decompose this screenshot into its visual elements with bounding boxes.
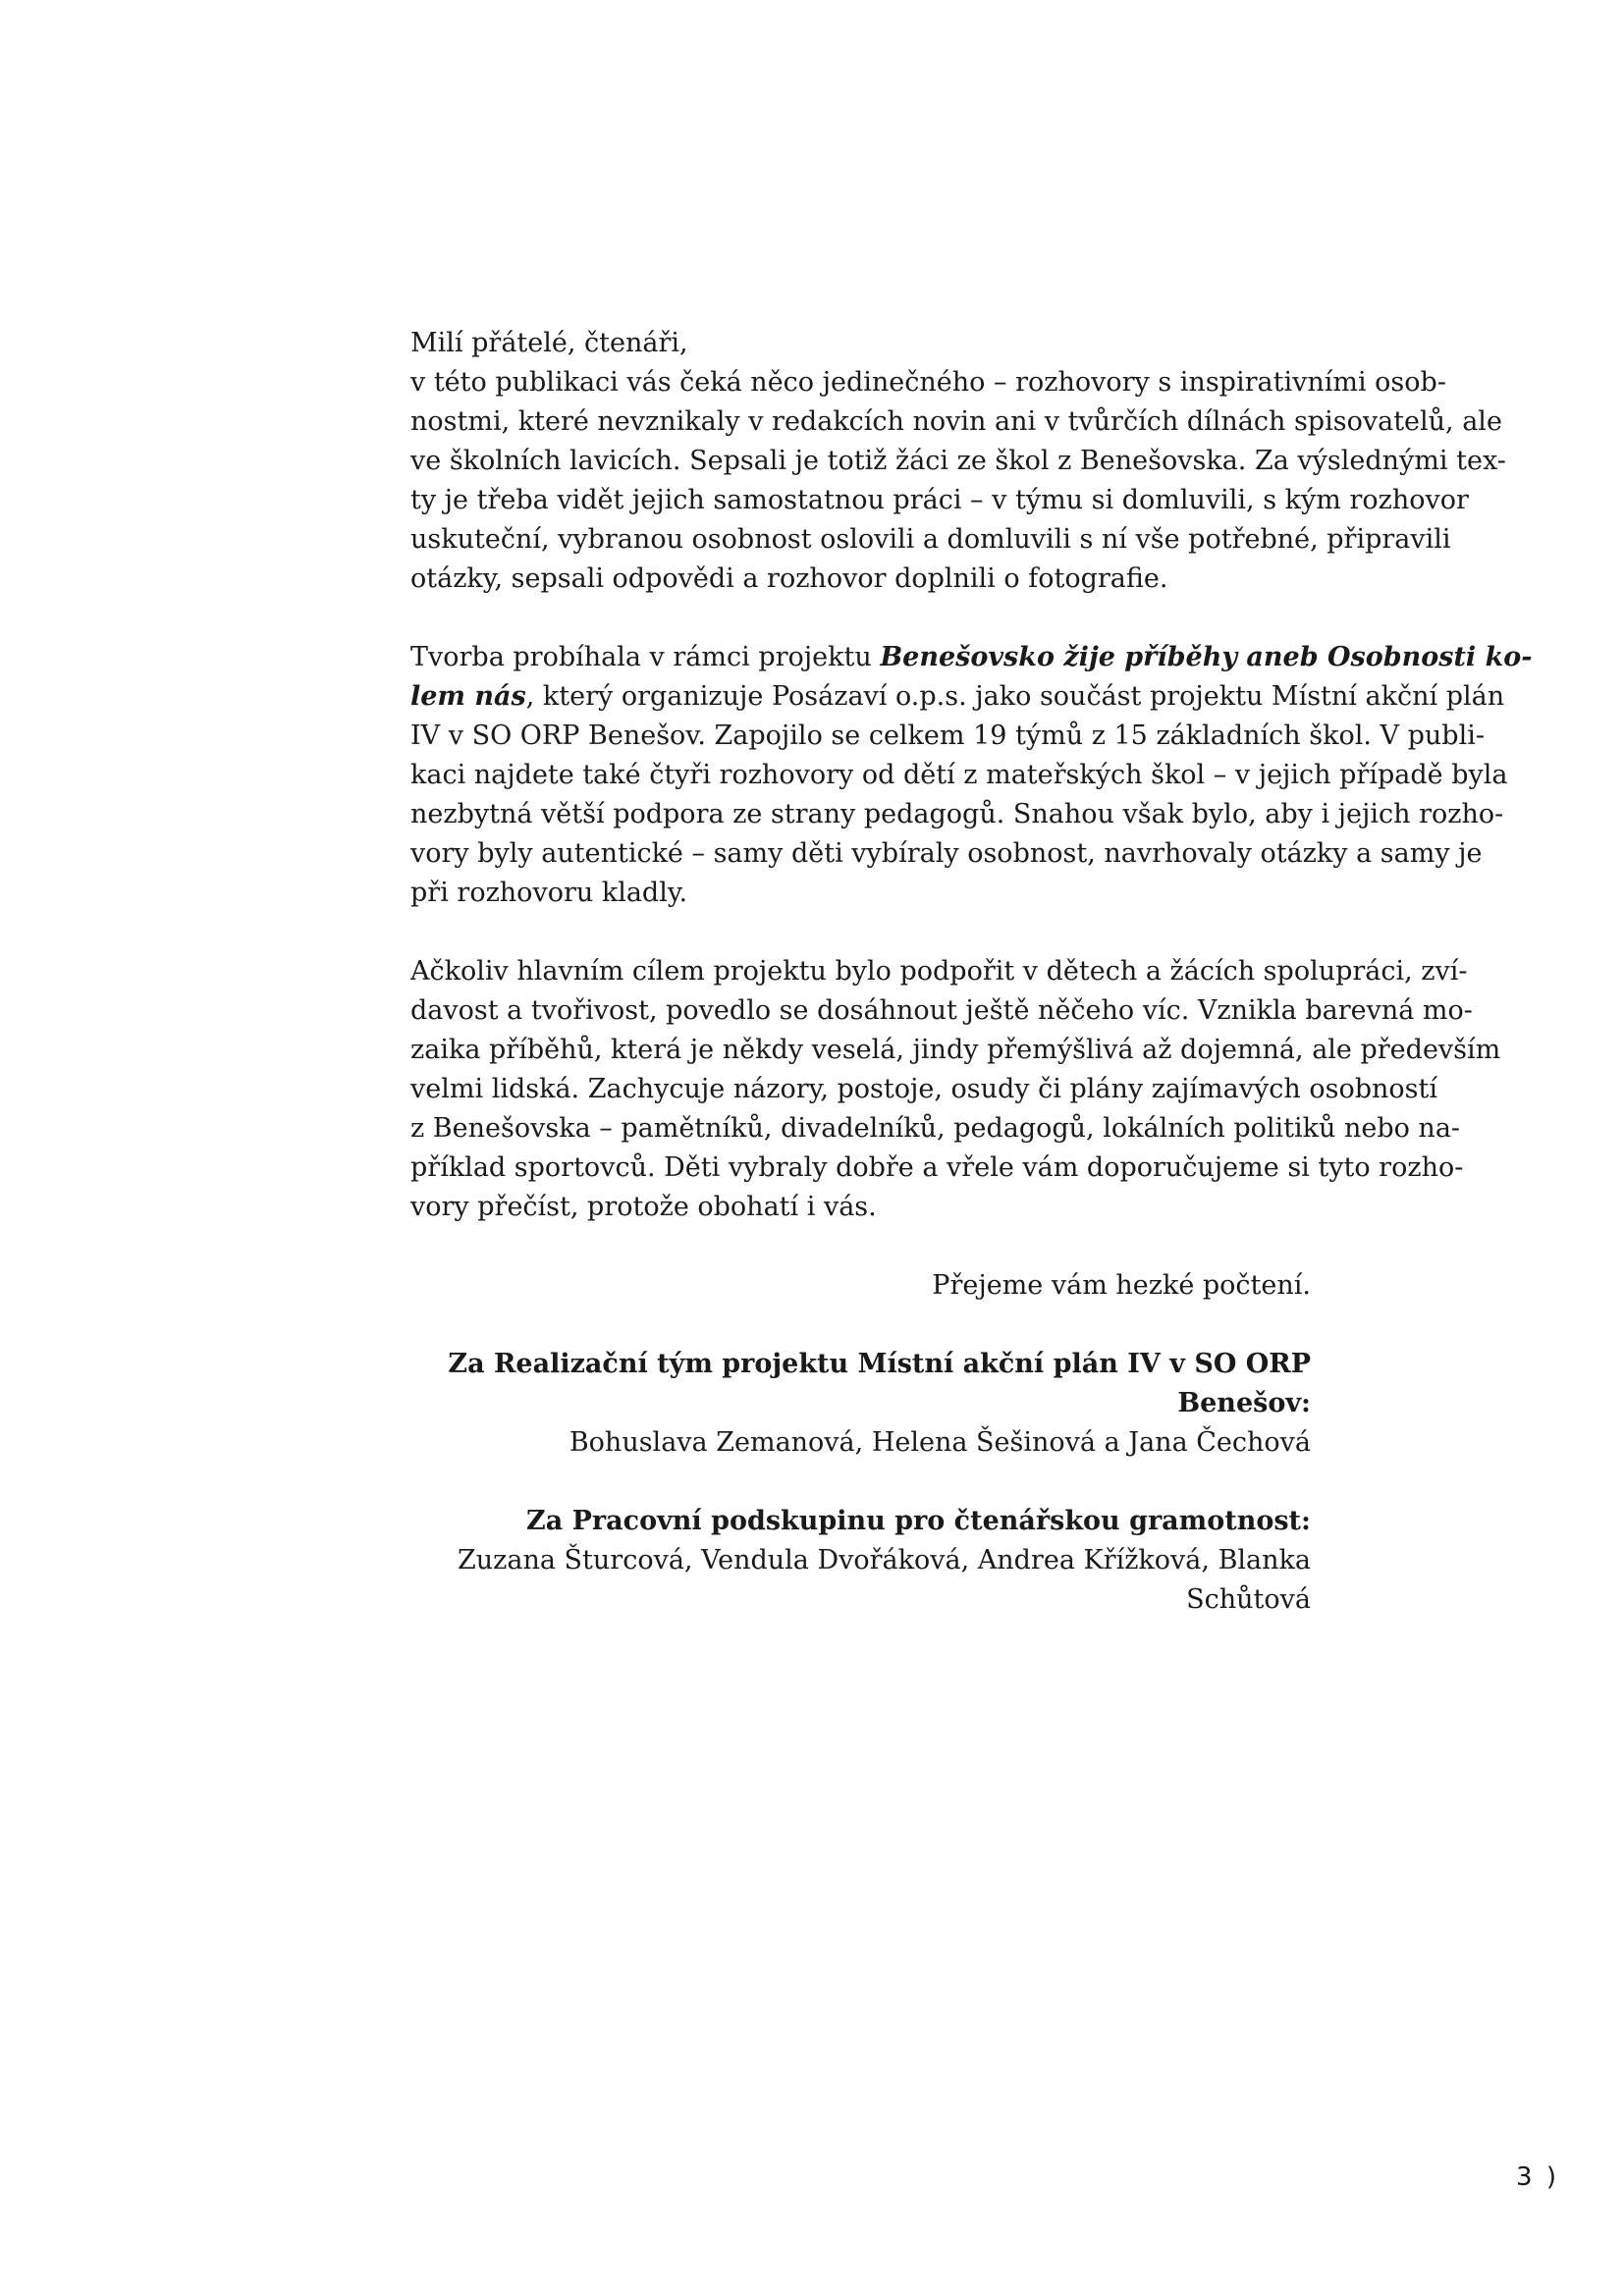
signature-names: Zuzana Šturcová, Vendula Dvořáková, Andrea Křížková, Blanka Schůtová	[458, 1545, 1311, 1615]
project-title: lem nás	[410, 681, 526, 712]
project-title: Benešovsko žije příběhy aneb Osobnosti ko-	[880, 642, 1533, 672]
paragraph2-line: nezbytná větší podpora ze strany pedagogů. Snahou však bylo, aby i jejich rozho-	[410, 799, 1504, 829]
paragraph2-line: kaci najdete také čtyři rozhovory od dětí z mateřských škol – v jejich případě byla	[410, 760, 1508, 790]
paragraph2-line: vory byly autentické – samy děti vybíraly osobnost, navrhovaly otázky a samy je	[410, 838, 1483, 869]
paragraph1-line: otázky, sepsali odpovědi a rozhovor doplnili o fotografie.	[410, 563, 1168, 594]
paragraph2-line: při rozhovoru kladly.	[410, 878, 688, 908]
signature-heading: Za Pracovní podskupinu pro čtenářskou gramotnost:	[526, 1506, 1311, 1536]
paragraph2-line	[410, 677, 1505, 717]
paragraph3-line: vory přečíst, protože obohatí i vás.	[410, 1192, 877, 1222]
paragraph1-line: nostmi, které nevznikaly v redakcích novin ani v tvůrčích dílnách spisovatelů, ale	[410, 406, 1502, 437]
signature-heading: Za Realizační tým projektu Místní akční plán IV v SO ORP Benešov:	[448, 1349, 1311, 1418]
page-number: 3 )	[1516, 2163, 1559, 2192]
paragraph-project	[410, 638, 1533, 913]
paragraph3-line: Ačkoliv hlavním cílem projektu bylo podpořit v dětech a žácích spolupráci, zví-	[410, 956, 1468, 987]
paragraph1-line: ve školních lavicích. Sepsali je totiž žáci ze škol z Benešovska. Za výslednými tex-	[410, 446, 1506, 476]
paragraph3-line: zaika příběhů, která je někdy veselá, jindy přemýšlivá až dojemná, ale především	[410, 1035, 1501, 1065]
signature-names: Bohuslava Zemanová, Helena Šešinová a Jana Čechová	[568, 1427, 1311, 1458]
signature-block-realization-team	[410, 1345, 1311, 1463]
paragraph3-line: příklad sportovců. Děti vybraly dobře a vřele vám doporučujeme si tyto rozho-	[410, 1152, 1464, 1183]
paragraph3-line: z Benešovska – pamětníků, divadelníků, pedagogů, lokálních politiků nebo na-	[410, 1113, 1461, 1144]
greeting: Milí přátelé, čtenáři,	[410, 328, 688, 358]
paragraph2-line	[410, 638, 1533, 677]
paragraph3-line: velmi lidská. Zachycuje názory, postoje, osudy či plány zajímavých osobností	[410, 1074, 1437, 1104]
paragraph2-text: , který organizuje Posázaví o.p.s. jako součást projektu Místní akční plán	[525, 681, 1505, 712]
paragraph1-line: ty je třeba vidět jejich samostatnou práci – v týmu si domluvili, s kým rozhovor	[410, 485, 1469, 515]
body-text	[410, 324, 1533, 1659]
signature-block-reading-group	[410, 1502, 1311, 1620]
paragraph1-line: v této publikaci vás čeká něco jedinečného – rozhovory s inspirativními osob-	[410, 367, 1446, 398]
paragraph1-line: uskuteční, vybranou osobnost oslovili a domluvili s ní vše potřebné, připravili	[410, 524, 1451, 555]
paragraph-outcome	[410, 952, 1501, 1227]
closing-wish: Přejeme vám hezké počtení.	[932, 1270, 1311, 1301]
paragraph2-line: IV v SO ORP Benešov. Zapojilo se celkem 19 týmů z 15 základních škol. V publi-	[410, 721, 1485, 751]
paragraph3-line: davost a tvořivost, povedlo se dosáhnout ještě něčeho víc. Vznikla barevná mo-	[410, 995, 1473, 1026]
paragraph2-text: Tvorba probíhala v rámci projektu	[410, 642, 881, 672]
paragraph-intro	[410, 324, 1506, 599]
